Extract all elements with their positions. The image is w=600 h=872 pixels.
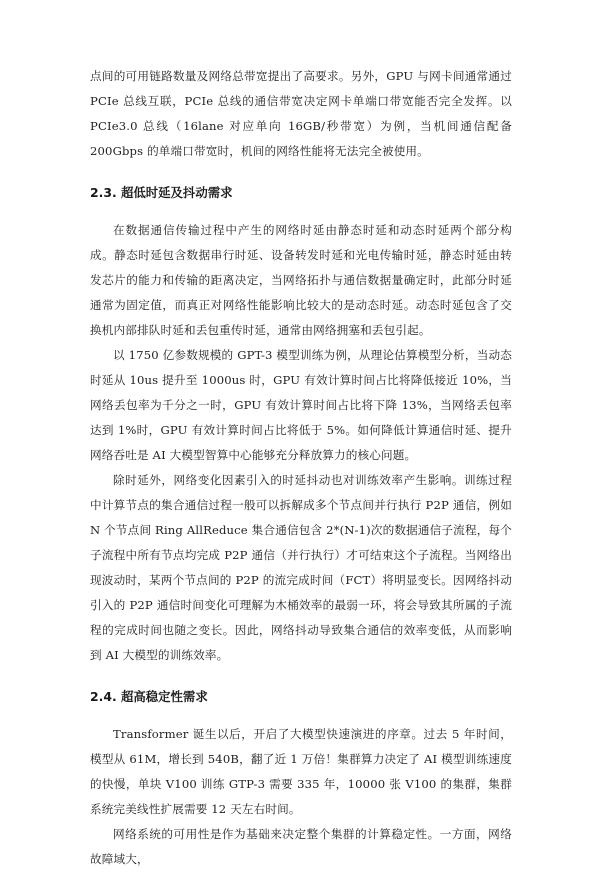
paragraph-network-availability: 网络系统的可用性是作为基础来决定整个集群的计算稳定性。一方面，网络故障域大， (90, 827, 512, 866)
heading-2-4-high-stability: 2.4. 超高稳定性需求 (90, 689, 208, 704)
paragraph-transformer-growth: Transformer 诞生以后，开启了大模型快速演进的序章。过去 5 年时间，模型从 61M，增长到 540B，翻了近 1 万倍！集群算力决定了 AI 模型训练速度的快慢，单块 V100 训练 GTP-3 需要 335 年，10000 张 V100 的集群，集群系统完美线性扩展需要 12 天左右时间。 (90, 727, 512, 816)
paragraph-pcie-bandwidth: 点间的可用链路数量及网络总带宽提出了高要求。另外，GPU 与网卡间通常通过 PCIe 总线互联，PCIe 总线的通信带宽决定网卡单端口带宽能否完全发挥。以 PCIe3.0 总线（16lane 对应单向 16GB/秒带宽）为例，当机间通信配备 200Gbps 的单端口带宽时，机间的网络性能将无法完全被使用。 (90, 69, 512, 158)
paragraph-gpt3-latency-example: 以 1750 亿参数规模的 GPT-3 模型训练为例，从理论估算模型分析，当动态时延从 10us 提升至 1000us 时，GPU 有效计算时间占比将降低接近 10%，当网络丢包率为千分之一时，GPU 有效计算时间占比将下降 13%，当网络丢包率达到 1%时，GPU 有效计算时间占比将低于 5%。如何降低计算通信时延、提升网络吞吐是 AI 大模型智算中心能够充分释放算力的核心问题。 (90, 348, 512, 462)
heading-2-3-low-latency: 2.3. 超低时延及抖动需求 (90, 185, 233, 200)
paragraph-latency-composition: 在数据通信传输过程中产生的网络时延由静态时延和动态时延两个部分构成。静态时延包含数据串行时延、设备转发时延和光电传输时延，静态时延由转发芯片的能力和传输的距离决定，当网络拓扑与通信数据量确定时，此部分时延通常为固定值，而真正对网络性能影响比较大的是动态时延。动态时延包含了交换机内部排队时延和丢包重传时延，通常由网络拥塞和丢包引起。 (90, 223, 512, 337)
paragraph-latency-jitter: 除时延外，网络变化因素引入的时延抖动也对训练效率产生影响。训练过程中计算节点的集合通信过程一般可以拆解成多个节点间并行执行 P2P 通信，例如 N 个节点间 Ring AllReduce 集合通信包含 2*(N-1)次的数据通信子流程，每个子流程中所有节点均完成 P2P 通信（并行执行）才可结束这个子流程。当网络出现波动时，某两个节点间的 P2P 的流完成时间（FCT）将明显变长。因网络抖动引入的 P2P 通信时间变化可理解为木桶效率的最弱一环，将会导致其所属的子流程的完成时间也随之变长。因此，网络抖动导致集合通信的效率变低，从而影响到 AI 大模型的训练效率。 (90, 473, 512, 662)
